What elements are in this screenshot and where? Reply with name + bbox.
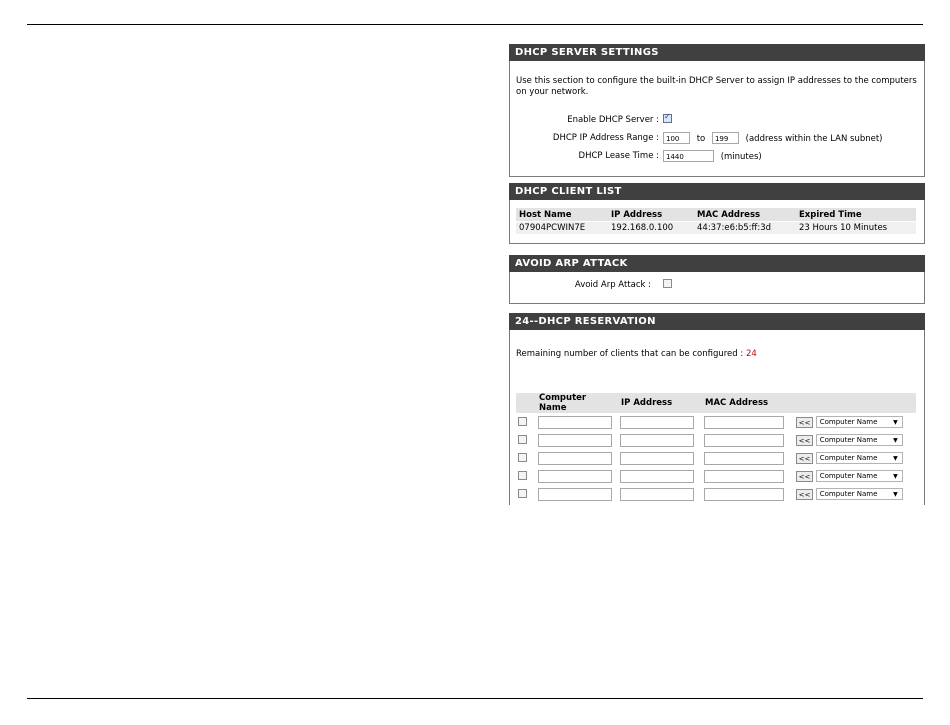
range-end-input[interactable]: 199 [712, 132, 739, 144]
ip-address-input[interactable] [620, 470, 694, 483]
computer-name-select[interactable] [816, 470, 903, 482]
remaining-count: 24 [745, 349, 757, 359]
select-value: Computer Name [819, 490, 878, 498]
lease-time-input[interactable]: 1440 [663, 150, 714, 162]
table-row [516, 413, 916, 431]
bottom-rule [27, 698, 923, 699]
dhcp-client-list-title: DHCP CLIENT LIST [509, 183, 925, 200]
computer-name-input[interactable] [538, 452, 612, 465]
range-note: (address within the LAN subnet) [745, 133, 883, 144]
dhcp-range-label: DHCP IP Address Range : [552, 133, 659, 143]
mac-address-input[interactable] [704, 452, 784, 465]
computer-name-input[interactable] [538, 470, 612, 483]
lease-unit: (minutes) [720, 151, 762, 162]
client-table-header [516, 208, 916, 222]
chevron-down-icon: ▼ [893, 491, 898, 498]
copy-button[interactable]: << [796, 453, 813, 464]
table-row [516, 467, 916, 485]
reservation-table-header [516, 393, 916, 413]
top-rule [27, 24, 923, 25]
mac-address-input[interactable] [704, 488, 784, 501]
dhcp-server-settings-panel [509, 44, 925, 177]
copy-button[interactable]: << [796, 435, 813, 446]
col-mac-address: MAC Address [694, 208, 796, 222]
dhcp-server-intro: Use this section to configure the built-in DHCP Server to assign IP addresses to the computers on your network. [516, 76, 917, 97]
range-start-input[interactable]: 100 [663, 132, 690, 144]
col-computer-name: Computer Name [536, 393, 618, 413]
client-mac: 44:37:e6:b5:ff:3d [694, 222, 796, 235]
reservation-table [516, 393, 916, 503]
avoid-arp-panel [509, 255, 925, 304]
select-value: Computer Name [819, 454, 878, 462]
avoid-arp-checkbox[interactable] [663, 279, 672, 288]
dhcp-client-list-panel [509, 183, 925, 244]
dhcp-server-settings-title: DHCP SERVER SETTINGS [509, 44, 925, 61]
ip-address-input[interactable] [620, 452, 694, 465]
row-select-checkbox[interactable] [518, 453, 527, 462]
select-value: Computer Name [819, 436, 878, 444]
client-host: 07904PCWIN7E [516, 222, 608, 235]
col-actions [794, 393, 916, 413]
computer-name-input[interactable] [538, 488, 612, 501]
chevron-down-icon: ▼ [893, 419, 898, 426]
row-select-checkbox[interactable] [518, 435, 527, 444]
table-row [516, 485, 916, 503]
copy-button[interactable]: << [796, 471, 813, 482]
ip-address-input[interactable] [620, 488, 694, 501]
computer-name-input[interactable] [538, 434, 612, 447]
range-to-label: to [696, 133, 706, 144]
chevron-down-icon: ▼ [893, 437, 898, 444]
col-res-ip-address: IP Address [618, 393, 702, 413]
copy-button[interactable]: << [796, 417, 813, 428]
table-row [516, 449, 916, 467]
col-host-name: Host Name [516, 208, 608, 222]
client-ip: 192.168.0.100 [608, 222, 694, 235]
lease-time-label: DHCP Lease Time : [578, 151, 659, 161]
copy-button[interactable]: << [796, 489, 813, 500]
computer-name-select[interactable] [816, 434, 903, 446]
computer-name-select[interactable] [816, 488, 903, 500]
mac-address-input[interactable] [704, 470, 784, 483]
select-value: Computer Name [819, 472, 878, 480]
remaining-clients [516, 349, 757, 359]
enable-dhcp-checkbox[interactable] [663, 114, 672, 123]
computer-name-select[interactable] [816, 452, 903, 464]
mac-address-input[interactable] [704, 434, 784, 447]
row-select-checkbox[interactable] [518, 489, 527, 498]
dhcp-reservation-title: 24--DHCP RESERVATION [509, 313, 925, 330]
computer-name-select[interactable] [816, 416, 903, 428]
row-select-checkbox[interactable] [518, 417, 527, 426]
dhcp-reservation-panel [509, 313, 925, 505]
ip-address-input[interactable] [620, 416, 694, 429]
col-expired-time: Expired Time [796, 208, 916, 222]
table-row [516, 431, 916, 449]
ip-address-input[interactable] [620, 434, 694, 447]
table-row [516, 222, 916, 235]
avoid-arp-label: Avoid Arp Attack : [574, 280, 651, 290]
col-select [516, 393, 536, 413]
row-select-checkbox[interactable] [518, 471, 527, 480]
remaining-label: Remaining number of clients that can be configured : [516, 349, 744, 359]
enable-dhcp-label: Enable DHCP Server : [567, 115, 659, 125]
client-expiry: 23 Hours 10 Minutes [796, 222, 916, 235]
chevron-down-icon: ▼ [893, 473, 898, 480]
chevron-down-icon: ▼ [893, 455, 898, 462]
computer-name-input[interactable] [538, 416, 612, 429]
col-ip-address: IP Address [608, 208, 694, 222]
avoid-arp-title: AVOID ARP ATTACK [509, 255, 925, 272]
mac-address-input[interactable] [704, 416, 784, 429]
client-table [516, 208, 916, 234]
col-res-mac-address: MAC Address [702, 393, 794, 413]
select-value: Computer Name [819, 418, 878, 426]
